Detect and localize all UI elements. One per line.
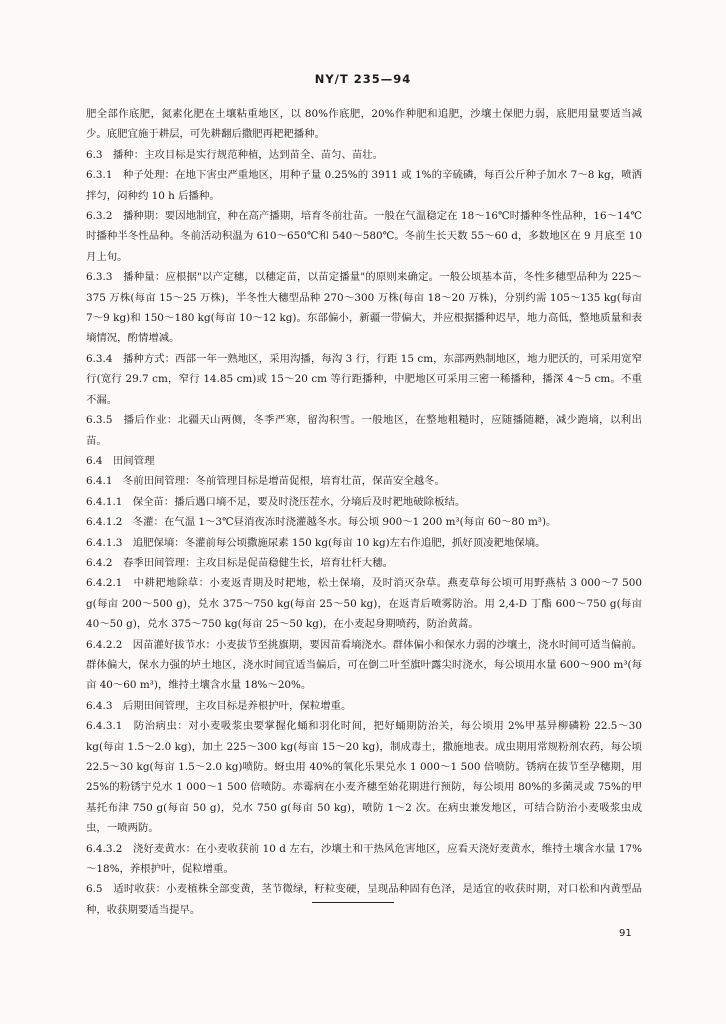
section-6-3-2-sowing-date: 6.3.2 播种期：要因地制宜，种在高产播期，培育冬前壮苗。一般在气温稳定在 18～16℃时播种冬性品种，16～14℃时播种半冬性品种。冬前活动积温为 610～650℃和 540～580℃。冬前生长天数 55～60 d，多数地区在 9 月底至 10 月上旬。 — [86, 210, 642, 263]
section-6-3-4-sowing-method: 6.3.4 播种方式：西部一年一熟地区，采用沟播，每沟 3 行，行距 15 cm，东部两熟制地区，地力肥沃的，可采用宽窄行(宽行 29.7 cm，窄行 14.85 cm)或 15～20 cm 等行距播种，中肥地区可采用三密一稀播种，播深 4～5 cm。不重不漏。 — [86, 352, 642, 406]
end-divider — [312, 902, 394, 903]
document-header: NY/T 235—94 — [314, 72, 412, 86]
section-6-3-5-post-sowing: 6.3.5 播后作业：北疆天山两侧，冬季严寒，留沟积雪。一般地区，在整地粗糙时，应随播随耱，减少跑墒，以利出苗。 — [86, 414, 642, 447]
page-number: 91 — [619, 928, 632, 939]
section-6-4-2-spring-management: 6.4.2 春季田间管理：主攻目标是促苗稳健生长，培育壮杆大穗。 — [86, 556, 393, 569]
section-6-4-1-winter-management: 6.4.1 冬前田间管理：冬前管理目标是增苗促根，培育壮苗，保苗安全越冬。 — [86, 475, 445, 488]
section-6-4-2-1-weeding: 6.4.2.1 中耕耙地除草：小麦返青期及时耙地，松土保墒，及时消灭杂草。燕麦草每公顷可用野燕枯 3 000～7 500 g(每亩 200～500 g)，兑水 375～750 kg(每亩 25～50 kg)，在返青后喷雾防治。用 2,4-D 丁酯 600～750 g(每亩 40～50 g)，兑水 375～750 kg(每亩 25～50 kg)，在小麦起身期喷药，防治黄蒿。 — [86, 577, 642, 631]
section-6-5-harvest: 6.5 适时收获：小麦植株全部变黄，茎节微绿，籽粒变硬，呈现品种固有色泽，是适宜的收获时期，对口松和内黄型品种，收获期要适当提早。 — [86, 883, 642, 916]
section-6-4-1-3-topdressing: 6.4.1.3 追肥保墒：冬灌前每公顷撒施尿素 150 kg(每亩 10 kg)左右作追肥，抓好顶凌耙地保墒。 — [86, 536, 546, 549]
section-6-4-3-2-ripening-water: 6.4.3.2 浇好麦黄水：在小麦收获前 10 d 左右，沙壤土和干热风危害地区，应看天浇好麦黄水，维持土壤含水量 17%～18%，养根护叶，促粒增重。 — [86, 842, 642, 876]
section-6-3-1-seed-treatment: 6.3.1 种子处理：在地下害虫严重地区，用种子量 0.25%的 3911 或 1%的辛硫磷，每百公斤种子加水 7～8 kg，喷洒拌匀，闷种约 10 h 后播种。 — [86, 169, 642, 202]
section-6-4-1-2-winter-irrigation: 6.4.1.2 冬灌：在气温 1～3℃昼消夜冻时浇灌越冬水。每公顷 900～1 200 m³(每亩 60～80 m³)。 — [86, 516, 557, 529]
section-6-4-1-1-full-seedlings: 6.4.1.1 保全苗：播后遇口墒不足，要及时浇压茬水，分墒后及时耙地破除板结。 — [86, 495, 466, 508]
paragraph-fertilizer-cont: 肥全部作底肥，氮素化肥在土壤粘重地区，以 80%作底肥，20%作种肥和追肥，沙壤土保肥力弱，底肥用量要适当减少。底肥宜施于耕层，可先耕翻后撒肥再耙耙播种。 — [86, 108, 642, 141]
section-6-4-3-late-management: 6.4.3 后期田间管理，主攻目标是养根护叶，保粒增重。 — [86, 699, 352, 712]
body-text — [86, 104, 642, 920]
section-6-4-field-management: 6.4 田间管理 — [86, 454, 155, 467]
section-6-3-3-seeding-rate: 6.3.3 播种量：应根据"以产定穗，以穗定苗，以苗定播量"的原则来确定。一般公顷基本苗，冬性多穗型品种为 225～375 万株(每亩 15～25 万株)，半冬性大穗型品种 270～300 万株(每亩 18～20 万株)，分别约需 105～135 kg(每亩 7～9 kg)和 150～180 kg(每亩 10～12 kg)。东部偏小，新疆一带偏大，并应根据播种迟早，地力高低，整地质量和表墒情况，酌情增减。 — [86, 271, 642, 345]
section-6-4-3-1-pest-control: 6.4.3.1 防治病虫：对小麦吸浆虫要掌握化蛹和羽化时间，把好蛹期防治关，每公顷用 2%甲基异柳磷粉 22.5～30 kg(每亩 1.5～2.0 kg)，加土 225～300 kg(每亩 15～20 kg)，制成毒土，撒施地表。成虫期用常规粉剂农药，每公顷 22.5～30 kg(每亩 1.5～2.0 kg)喷防。蚜虫用 40%的氧化乐果兑水 1 000～1 500 倍喷防。锈病在拔节至孕穗期，用 25%的粉锈宁兑水 1 000～1 500 倍喷防。赤霉病在小麦齐穗至始花期进行预防，每公顷用 80%的多菌灵或 75%的甲基托布津 750 g(每亩 50 g)，兑水 750 g(每亩 50 kg)，喷防 1～2 次。在病虫兼发地区，可结合防治小麦吸浆虫成虫，一喷两防。 — [86, 720, 642, 835]
section-6-4-2-2-jointing-water: 6.4.2.2 因苗灌好拔节水：小麦拔节至挑旗期，要因苗看墒浇水。群体偏小和保水力弱的沙壤土，浇水时间可适当偏前。群体偏大，保水力强的垆土地区，浇水时间宜适当偏后，可在倒二叶至旗叶露尖时浇水，每公顷用水量 600～900 m³(每亩 40～60 m³)，维持土壤含水量 18%～20%。 — [86, 638, 642, 692]
section-6-3-sowing: 6.3 播种：主攻目标是实行规范种植，达到苗全、苗匀、苗壮。 — [86, 148, 384, 161]
